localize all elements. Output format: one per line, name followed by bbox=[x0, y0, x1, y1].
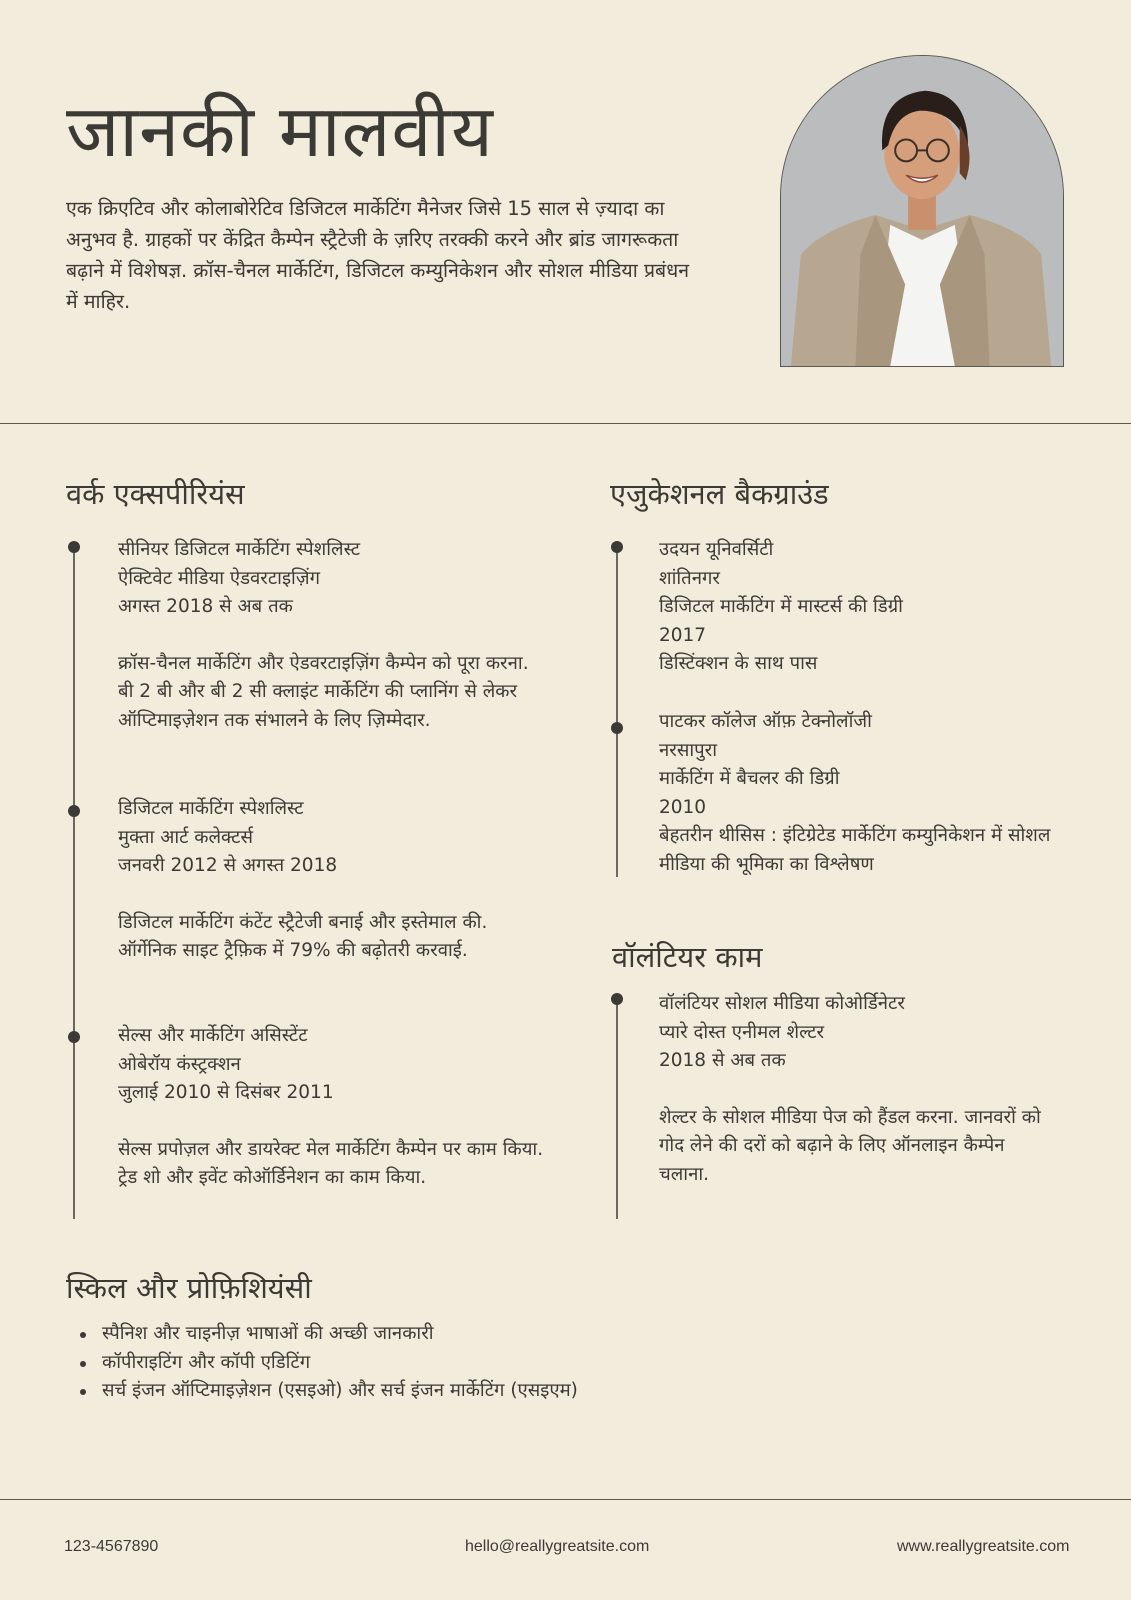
education-note: बेहतरीन थीसिस : इंटिग्रेटेड मार्केटिंग कम्युनिकेशन में सोशल मीडिया की भूमिका का विश्लेषण bbox=[659, 825, 1051, 875]
volunteer-entry bbox=[659, 990, 1059, 1189]
work-timeline-dot bbox=[68, 805, 80, 817]
work-entry bbox=[118, 795, 528, 966]
volunteer-description: शेल्टर के सोशल मीडिया पेज को हैंडल करना. जानवरों को गोद लेने की दरों को बढ़ाने के लिए ऑनलाइन कैम्पेन चलाना. bbox=[659, 1106, 1041, 1185]
education-entry bbox=[659, 536, 1099, 679]
volunteer-timeline-line bbox=[616, 999, 618, 1219]
job-role: सीनियर डिजिटल मार्केटिंग स्पेशलिस्ट bbox=[118, 539, 361, 560]
degree: मार्केटिंग में बैचलर की डिग्री bbox=[659, 768, 840, 789]
education-timeline-line bbox=[616, 547, 618, 877]
school-city: शांतिनगर bbox=[659, 567, 720, 589]
footer-divider bbox=[0, 1499, 1131, 1500]
graduation-year: 2017 bbox=[659, 624, 707, 646]
work-entry bbox=[118, 536, 548, 735]
volunteer-title: वॉलंटियर काम bbox=[612, 940, 763, 974]
skill-item: कॉपीराइटिंग और कॉपी एडिटिंग bbox=[78, 1349, 578, 1378]
school-name: पाटकर कॉलेज ऑफ़ टेक्नोलॉजी bbox=[659, 711, 872, 732]
degree: डिजिटल मार्केटिंग में मास्टर्स की डिग्री bbox=[659, 596, 903, 617]
education-note: डिस्टिंक्शन के साथ पास bbox=[659, 653, 818, 674]
work-timeline-dot bbox=[68, 1031, 80, 1043]
person-name: जानकी मालवीय bbox=[66, 89, 494, 173]
skills-title: स्किल और प्रोफ़िशियंसी bbox=[66, 1271, 312, 1305]
footer-email[interactable]: hello@reallygreatsite.com bbox=[465, 1538, 650, 1555]
education-timeline-dot bbox=[611, 541, 623, 553]
work-experience-title: वर्क एक्सपीरियंस bbox=[66, 477, 245, 511]
school-name: उदयन यूनिवर्सिटी bbox=[659, 539, 774, 560]
work-timeline-dot bbox=[68, 541, 80, 553]
education-title: एजुकेशनल बैकग्राउंड bbox=[610, 477, 829, 511]
skill-item: स्पैनिश और चाइनीज़ भाषाओं की अच्छी जानकारी bbox=[78, 1320, 578, 1349]
job-company: मुक्ता आर्ट कलेक्टर्स bbox=[118, 826, 253, 848]
skills-list bbox=[78, 1320, 578, 1406]
graduation-year: 2010 bbox=[659, 796, 707, 818]
profile-photo bbox=[780, 55, 1064, 367]
volunteer-dates: 2018 से अब तक bbox=[659, 1050, 786, 1071]
job-dates: जनवरी 2012 से अगस्त 2018 bbox=[118, 855, 338, 876]
volunteer-org: प्यारे दोस्त एनीमल शेल्टर bbox=[659, 1021, 825, 1043]
footer-website[interactable]: www.reallygreatsite.com bbox=[897, 1538, 1070, 1555]
education-timeline-dot bbox=[611, 722, 623, 734]
school-city: नरसापुरा bbox=[659, 739, 717, 761]
job-role: सेल्स और मार्केटिंग असिस्टेंट bbox=[118, 1025, 308, 1046]
job-company: ओबेरॉय कंस्ट्रक्शन bbox=[118, 1053, 241, 1075]
profile-summary: एक क्रिएटिव और कोलाबोरेटिव डिजिटल मार्केटिंग मैनेजर जिसे 15 साल से ज़्यादा का अनुभव है. ग्राहकों पर केंद्रित कैम्पेन स्ट्रैटेजी के ज़रिए तरक्की करने और ब्रांड जागरूकता बढ़ाने में विशेषज्ञ. क्रॉस-चैनल मार्केटिंग, डिजिटल कम्युनिकेशन और सोशल मीडिया प्रबंधन में माहिर. bbox=[66, 197, 690, 313]
job-company: ऐक्टिवेट मीडिया ऐडवरटाइज़िंग bbox=[118, 567, 320, 589]
volunteer-role: वॉलंटियर सोशल मीडिया कोओर्डिनेटर bbox=[659, 993, 905, 1014]
education-entry bbox=[659, 708, 1079, 879]
header-divider bbox=[0, 423, 1131, 424]
job-role: डिजिटल मार्केटिंग स्पेशलिस्ट bbox=[118, 798, 304, 819]
skill-item: सर्च इंजन ऑप्टिमाइज़ेशन (एसइओ) और सर्च इंजन मार्केटिंग (एसइएम) bbox=[78, 1377, 578, 1406]
job-dates: जुलाई 2010 से दिसंबर 2011 bbox=[118, 1082, 334, 1103]
portrait-illustration bbox=[781, 56, 1063, 366]
job-description: डिजिटल मार्केटिंग कंटेंट स्ट्रैटेजी बनाई और इस्तेमाल की. ऑर्गेनिक साइट ट्रैफ़िक में 79% की बढ़ोतरी करवाई. bbox=[118, 911, 488, 961]
work-timeline-line bbox=[73, 547, 75, 1219]
job-dates: अगस्त 2018 से अब तक bbox=[118, 596, 293, 617]
job-description: क्रॉस-चैनल मार्केटिंग और ऐडवरटाइज़िंग कैम्पेन को पूरा करना. बी 2 बी और बी 2 सी क्लाइंट मार्केटिंग की प्लानिंग से लेकर ऑप्टिमाइज़ेशन तक संभालने के लिए ज़िम्मेदार. bbox=[118, 652, 529, 731]
volunteer-timeline-dot bbox=[611, 993, 623, 1005]
job-description: सेल्स प्रपोज़ल और डायरेक्ट मेल मार्केटिंग कैम्पेन पर काम किया. ट्रेड शो और इवेंट कोऑर्डिनेशन का काम किया. bbox=[118, 1138, 544, 1188]
footer-phone[interactable]: 123-4567890 bbox=[64, 1538, 159, 1555]
resume-header bbox=[0, 0, 1131, 424]
work-entry bbox=[118, 1022, 558, 1193]
